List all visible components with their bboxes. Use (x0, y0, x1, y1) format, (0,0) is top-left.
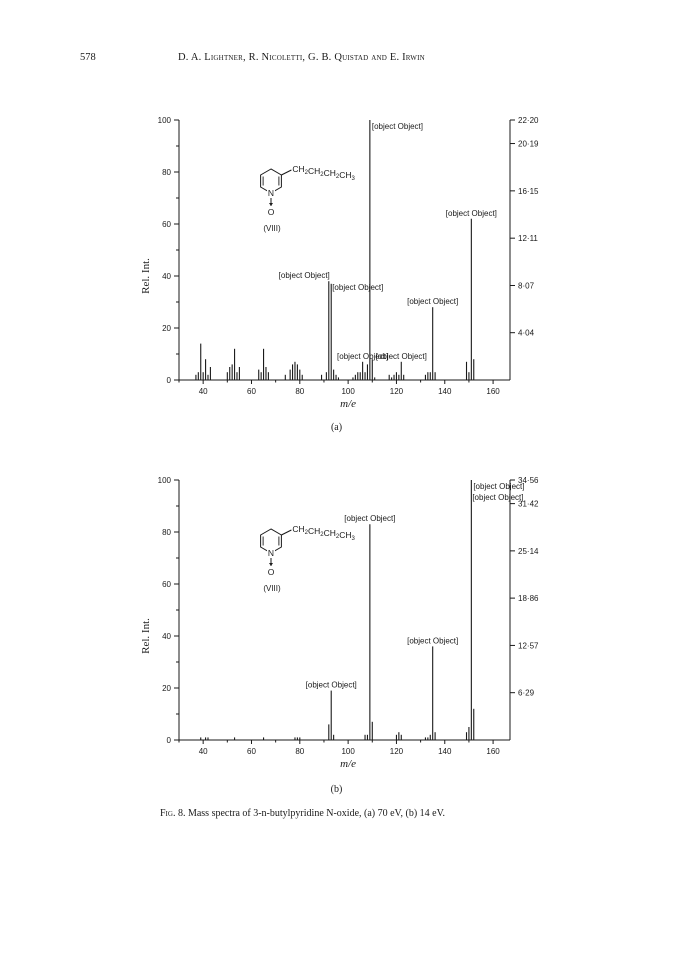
page-number: 578 (80, 52, 96, 63)
peak-label-135: [object Object] (407, 636, 459, 646)
figure-caption (160, 808, 445, 819)
right-axis-label: 20·19 (518, 139, 539, 149)
y-tick-label: 100 (157, 116, 171, 125)
y-tick-label: 60 (162, 220, 171, 229)
x-tick-label: 80 (295, 387, 305, 396)
right-axis-label: 12·11 (518, 234, 538, 244)
y-tick-label: 80 (162, 528, 171, 537)
y-axis-title: Rel. Int. (140, 618, 152, 654)
y-tick-label: 60 (162, 580, 171, 589)
x-tick-label: 40 (198, 387, 208, 396)
y-tick-label: 40 (162, 272, 171, 281)
y-tick-label: 20 (162, 684, 171, 693)
y-tick-label: 100 (157, 476, 171, 485)
butyl-substituent: $CH_2CH_2CH_2CH_3$ (292, 524, 355, 542)
right-axis-label: 31·42 (518, 499, 539, 509)
compound-label: (VIII) (263, 224, 281, 233)
running-head (0, 52, 673, 68)
n-oxide-arrowhead (269, 203, 273, 206)
x-tick-label: 160 (486, 387, 500, 396)
panel-label-a: (a) (330, 422, 343, 433)
x-axis-title: m/e (340, 758, 357, 770)
x-tick-label: 100 (341, 747, 355, 756)
mass-spectrum-b (0, 468, 673, 788)
author-line: D. A. Lightner, R. Nicoletti, G. B. Quistad and E. Irwin (178, 52, 425, 63)
y-tick-label: 0 (166, 736, 171, 745)
caption-text: Mass spectra of 3-n-butylpyridine N-oxide, (a) 70 eV, (b) 14 eV. (187, 808, 446, 819)
peak-label-109: [object Object] (371, 122, 424, 131)
y-tick-label: 80 (162, 168, 171, 177)
oxide-oxygen: O (267, 567, 275, 577)
right-axis-label: 8·07 (518, 281, 535, 291)
peak-label-122: [object Object] (375, 351, 427, 361)
figure-number: Fig. 8. (160, 808, 186, 819)
right-axis-label: 4·04 (518, 328, 535, 338)
mass-spectrum-a (0, 108, 673, 428)
peak-label-106: [object Object] (337, 351, 389, 361)
side-chain-bond (281, 530, 291, 535)
x-tick-label: 60 (247, 747, 256, 756)
x-tick-label: 100 (341, 387, 355, 396)
x-tick-label: 60 (247, 387, 256, 396)
x-tick-label: 160 (486, 747, 500, 756)
x-tick-label: 140 (438, 747, 452, 756)
peak-label-135: [object Object] (407, 297, 459, 307)
y-tick-label: 40 (162, 632, 171, 641)
x-tick-label: 140 (438, 387, 452, 396)
x-tick-label: 80 (295, 747, 305, 756)
oxide-oxygen: O (267, 207, 275, 217)
right-axis-label: 22·20 (518, 116, 539, 125)
y-axis-title: Rel. Int. (140, 258, 152, 294)
side-chain-bond (281, 170, 291, 175)
ring-nitrogen: N (267, 548, 275, 558)
ring-nitrogen: N (267, 188, 275, 198)
peak-label-151: [object Object] (472, 493, 524, 502)
peak-label-93: [object Object] (332, 282, 384, 292)
right-axis-label: 25·14 (518, 546, 539, 556)
x-tick-label: 120 (389, 747, 404, 756)
right-axis-label: 12·57 (518, 641, 539, 651)
peak-label-109: [object Object] (344, 514, 396, 524)
right-axis-label: 16·15 (518, 186, 539, 196)
butyl-substituent: $CH_2CH_2CH_2CH_3$ (292, 164, 355, 182)
y-tick-label: 20 (162, 324, 171, 333)
x-tick-label: 40 (198, 747, 208, 756)
right-axis-label: 18·86 (518, 594, 539, 604)
peak-label-151: [object Object] (473, 482, 525, 491)
n-oxide-arrowhead (269, 563, 273, 566)
x-tick-label: 120 (389, 387, 404, 396)
peak-label-92: [object Object] (278, 271, 330, 281)
right-axis-label: 6·29 (518, 688, 535, 698)
peak-label-93: [object Object] (305, 680, 357, 690)
peak-label-151: [object Object] (445, 208, 497, 218)
x-axis-title: m/e (340, 398, 357, 410)
right-axis-label: 34·56 (518, 476, 539, 485)
compound-label: (VIII) (263, 584, 281, 593)
panel-label-b: (b) (330, 784, 343, 795)
y-tick-label: 0 (166, 376, 171, 385)
